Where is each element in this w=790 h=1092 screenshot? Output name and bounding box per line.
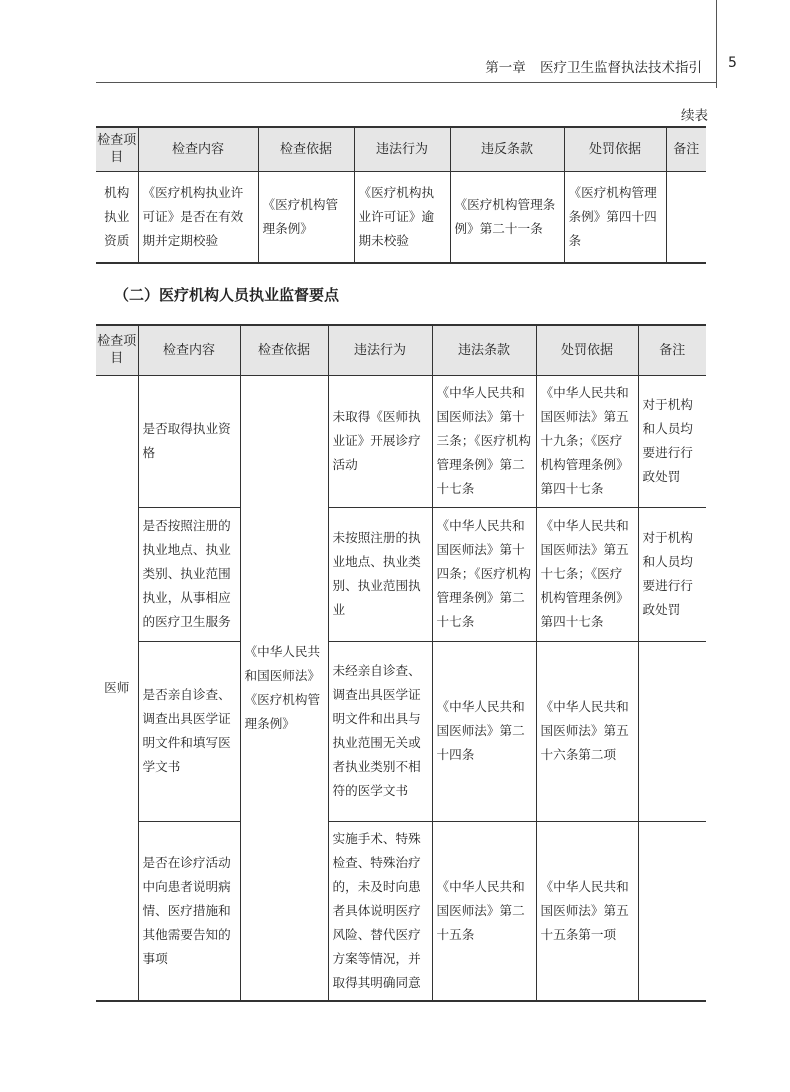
violation-cell: 《医疗机构执业许可证》逾期未校验	[354, 171, 450, 263]
penalty-cell: 《中华人民共和国医师法》第五十七条；《医疗机构管理条例》第四十七条	[536, 507, 638, 641]
header-cell: 违法条款	[432, 325, 536, 375]
table-row	[96, 641, 706, 821]
header-cell: 检查依据	[258, 127, 354, 171]
header-rule	[96, 82, 716, 83]
table-continued	[96, 126, 706, 264]
page-number: 5	[728, 55, 737, 71]
violation-cell: 未取得《医师执业证》开展诊疗活动	[328, 375, 432, 507]
table-row	[96, 171, 706, 263]
header-cell: 处罚依据	[536, 325, 638, 375]
header-cell: 违反条款	[450, 127, 564, 171]
table-header-row	[96, 325, 706, 375]
clause-cell: 《中华人民共和国医师法》第二十五条	[432, 821, 536, 1001]
note-cell: 对于机构和人员均要进行行政处罚	[638, 507, 706, 641]
table-row	[96, 375, 706, 507]
chapter-title: 医疗卫生监督执法技术指引	[540, 60, 702, 76]
violation-cell: 实施手术、特殊检查、特殊治疗的，未及时向患者具体说明医疗风险、替代医疗方案等情况，并取得其明确同意	[328, 821, 432, 1001]
continued-note: 续表	[681, 108, 708, 124]
clause-cell: 《医疗机构管理条例》第二十一条	[450, 171, 564, 263]
clause-cell: 《中华人民共和国医师法》第十四条；《医疗机构管理条例》第二十七条	[432, 507, 536, 641]
header-cell: 处罚依据	[564, 127, 666, 171]
header-cell: 违法行为	[354, 127, 450, 171]
content-cell: 是否在诊疗活动中向患者说明病情、医疗措施和其他需要告知的事项	[138, 821, 240, 1001]
penalty-cell: 《中华人民共和国医师法》第五十九条；《医疗机构管理条例》第四十七条	[536, 375, 638, 507]
running-header	[0, 56, 716, 76]
note-cell	[638, 821, 706, 1001]
penalty-cell: 《中华人民共和国医师法》第五十五条第一项	[536, 821, 638, 1001]
header-cell: 检查依据	[240, 325, 328, 375]
clause-cell: 《中华人民共和国医师法》第十三条；《医疗机构管理条例》第二十七条	[432, 375, 536, 507]
table-personnel	[96, 324, 706, 1002]
table-row	[96, 821, 706, 1001]
note-cell	[666, 171, 706, 263]
note-cell	[638, 641, 706, 821]
header-cell: 备注	[638, 325, 706, 375]
section-title: （二）医疗机构人员执业监督要点	[114, 286, 340, 304]
header-cell: 检查内容	[138, 325, 240, 375]
violation-cell: 未经亲自诊查、调查出具医学证明文件和出具与执业范围无关或者执业类别不相符的医学文书	[328, 641, 432, 821]
header-cell: 备注	[666, 127, 706, 171]
penalty-cell: 《中华人民共和国医师法》第五十六条第二项	[536, 641, 638, 821]
table-row	[96, 507, 706, 641]
note-cell: 对于机构和人员均要进行行政处罚	[638, 375, 706, 507]
violation-cell: 未按照注册的执业地点、执业类别、执业范围执业	[328, 507, 432, 641]
header-cell: 违法行为	[328, 325, 432, 375]
header-cell: 检查项目	[96, 127, 138, 171]
basis-cell: 《中华人民共和国医师法》《医疗机构管理条例》	[240, 375, 328, 1001]
content-cell: 是否亲自诊查、调查出具医学证明文件和填写医学文书	[138, 641, 240, 821]
margin-rule	[716, 0, 717, 88]
basis-cell: 《医疗机构管理条例》	[258, 171, 354, 263]
clause-cell: 《中华人民共和国医师法》第二十四条	[432, 641, 536, 821]
chapter-label: 第一章	[485, 60, 526, 76]
table-header-row	[96, 127, 706, 171]
header-cell: 检查项目	[96, 325, 138, 375]
content-cell: 是否按照注册的执业地点、执业类别、执业范围执业，从事相应的医疗卫生服务	[138, 507, 240, 641]
item-cell: 医师	[96, 375, 138, 1001]
content-cell: 《医疗机构执业许可证》是否在有效期并定期校验	[138, 171, 258, 263]
content-cell: 是否取得执业资格	[138, 375, 240, 507]
penalty-cell: 《医疗机构管理条例》第四十四条	[564, 171, 666, 263]
item-cell: 机构执业资质	[96, 171, 138, 263]
header-cell: 检查内容	[138, 127, 258, 171]
